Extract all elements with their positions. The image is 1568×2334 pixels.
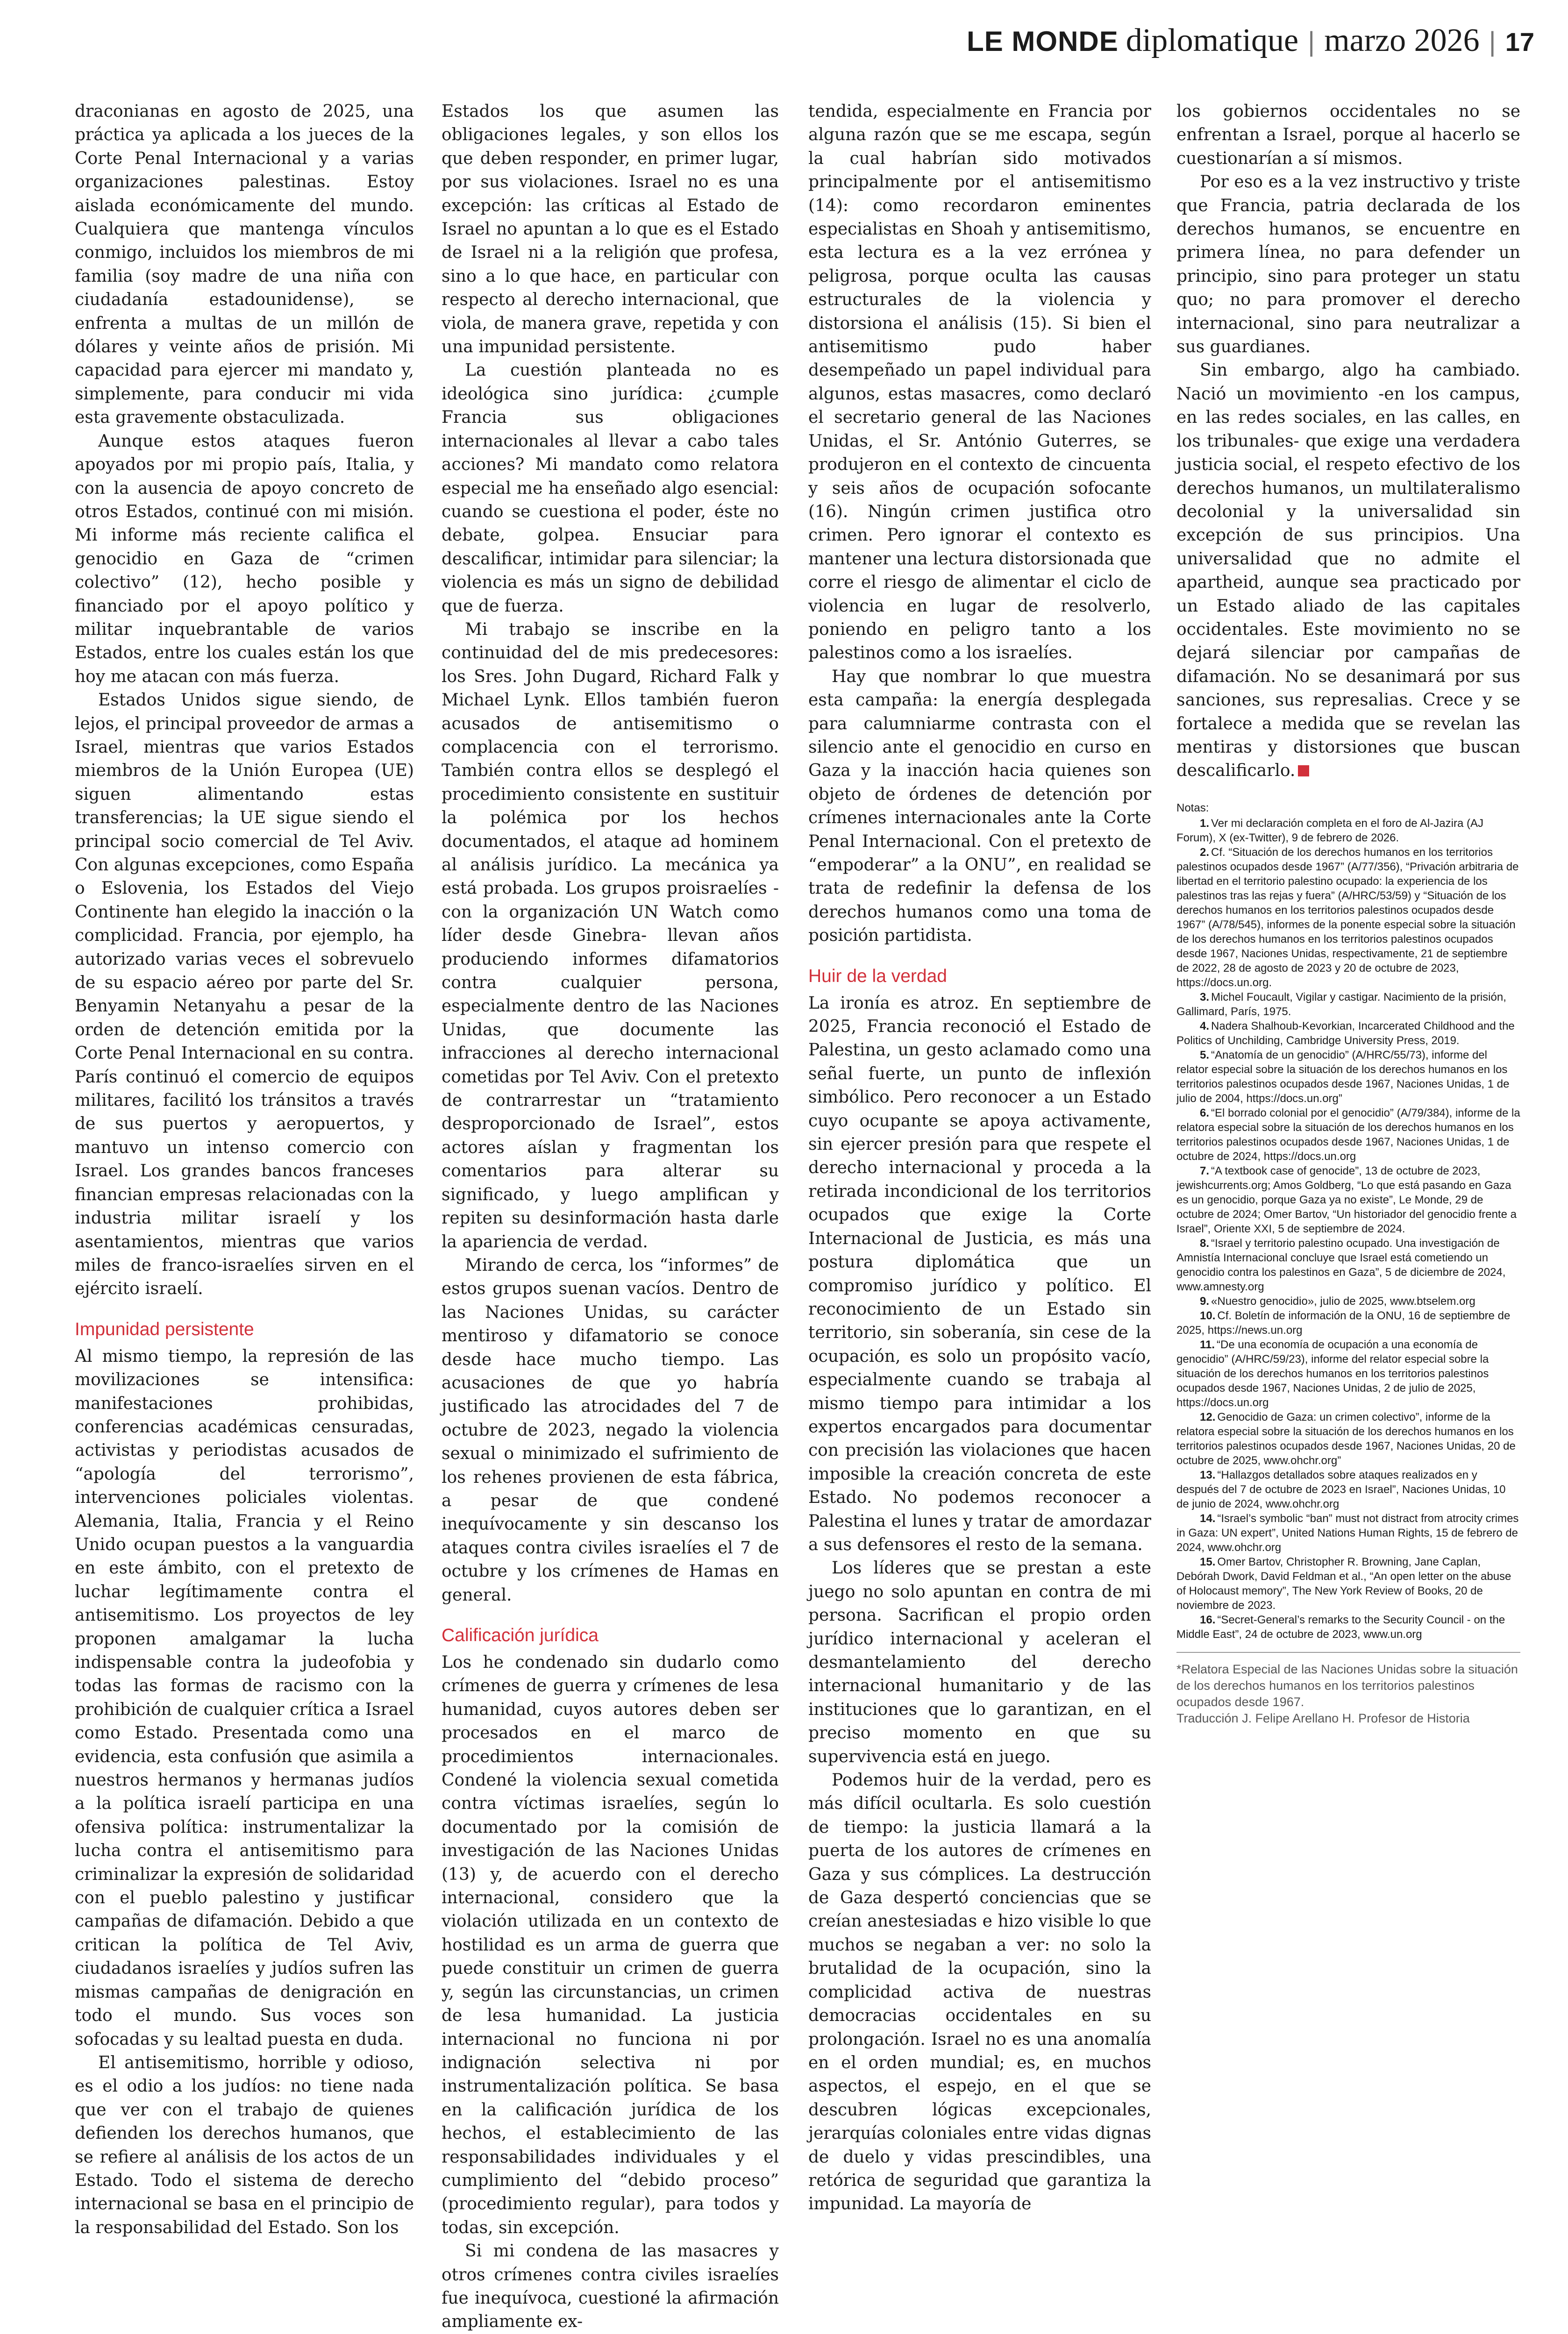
note-item [1176,1338,1520,1410]
notes-title: Notas: [1176,801,1209,814]
note-text: «Nuestro genocidio», julio de 2025, www.btselem.org [1211,1295,1475,1308]
note-number: 16. [1200,1613,1216,1626]
note-number: 11. [1200,1338,1215,1351]
note-item [1176,1236,1520,1294]
page-number: 17 [1505,27,1534,57]
note-item [1176,1410,1520,1468]
note-item [1176,1019,1520,1048]
note-text: Nadera Shalhoub-Kevorkian, Incarcerated Childhood and the Politics of Unchilding, Cambridge University Press, 2019. [1176,1019,1515,1047]
note-number: 5. [1200,1048,1210,1061]
note-text: “A textbook case of genocide”, 13 de octubre de 2023, jewishcurrents.org; Amos Goldberg, “Lo que está pasando en Gaza es un genocidio, porque Gaza ya no existe”, Le Monde, 29 de octubre de 2024; Omer Bartov, “Un historiador del genocidio frente a Israel”, Oriente XXI, 5 de septiembre de 2024. [1176,1164,1517,1235]
paragraph: Aunque estos ataques fueron apoyados por mi propio país, Italia, y con la ausencia de apoyo concreto de otros Estados, continué con mi misión. Mi informe más reciente califica el genocidio en Gaza de “crimen colectivo” (12), hecho posible y financiado por el apoyo político y militar inquebrantable de varios Estados, entre los cuales están los que hoy me atacan con más fuerza. [75,431,414,686]
note-text: Genocidio de Gaza: un crimen colectivo”, informe de la relatora especial sobre la situación de los derechos humanos en los territorios palestinos ocupados desde 1967, Naciones Unidas, 20 de octubre de 2025, www.ohchr.org” [1176,1410,1516,1467]
masthead [967,24,1534,57]
note-text: Ver mi declaración completa en el foro de Al-Jazira (AJ Forum), X (ex-Twitter), 9 de febrero de 2026. [1176,817,1483,844]
note-item [1176,845,1520,990]
note-text: “De una economía de ocupación a una economía de genocidio” (A/HRC/59/23), informe del relator especial sobre la situación de los derechos humanos en los territorios palestinos ocupados desde 1967, Naciones Unidas, 2 de julio de 2025, https://docs.un.org [1176,1338,1489,1409]
article-column-2 [442,100,779,2332]
note-item [1176,990,1520,1019]
note-number: 7. [1200,1164,1210,1177]
note-item [1176,1048,1520,1106]
note-number: 10. [1200,1309,1216,1322]
note-text: “Anatomía de un genocidio” (A/HRC/55/73), informe del relator especial sobre la situación de los derechos humanos en los territorios palestinos ocupados desde 1967, Naciones Unidas, 1 de julio de 2004, https://docs.un.org” [1176,1048,1510,1105]
note-text: “Israel’s symbolic “ban” must not distract from atrocity crimes in Gaza: UN expert”, United Nations Human Rights, 15 de febrero de 2024, www.ohchr.org [1176,1512,1519,1554]
header-separator-2: | [1489,27,1496,57]
paragraph: los gobiernos occidentales no se enfrentan a Israel, porque al hacerlo se cuestionarían a sí mismos. [1176,102,1520,168]
translation-credit: Traducción J. Felipe Arellano H. Profesor de Historia [1176,1711,1470,1725]
paragraph: Por eso es a la vez instructivo y triste que Francia, patria declarada de los derechos humanos, se encuentre en primera línea, no para defender un principio, sino para proteger un statu quo; no para promover el derecho internacional, sino para neutralizar a sus guardianes. [1176,172,1520,357]
paragraph: Si mi condena de las masacres y otros crímenes contra civiles israelíes fue inequívoca, cuestioné la afirmación ampliamente ex- [442,2241,779,2332]
publication-name: diplomatique [1126,22,1299,58]
note-text: “Israel y territorio palestino ocupado. Una investigación de Amnistía Internacional concluye que Israel está cometiendo un genocidio contra los palestinos en Gaza”, 5 de diciembre de 2024, www.amnesty.org [1176,1237,1506,1293]
note-number: 8. [1200,1237,1210,1250]
paragraph: Los he condenado sin dudarlo como crímenes de guerra y crímenes de lesa humanidad, cuyos autores deben ser procesados en el marco de procedimientos internacionales. Condené la violencia sexual cometida contra víctimas israelíes, según lo documentado por la comisión de investigación de las Naciones Unidas (13) y, de acuerdo con el derecho internacional, considero que la violación utilizada en un contexto de hostilidad es un arma de guerra que puede constituir un crimen de guerra y, según las circunstancias, un crimen de lesa humanidad. La justicia internacional no funciona ni por indignación selectiva ni por instrumentalización política. Se basa en la calificación jurídica de los hechos, el establecimiento de las responsabilidades individuales y el cumplimiento del “debido proceso” (procedimiento regular), para todos y todas, sin excepción. [442,1653,779,2237]
note-text: Cf. Boletín de información de la ONU, 16 de septiembre de 2025, https://news.un.org [1176,1309,1511,1337]
note-item [1176,816,1520,845]
paragraph: Podemos huir de la verdad, pero es más difícil ocultarla. Es solo cuestión de tiempo: la justicia llamará a la puerta de los autores de crímenes en Gaza y sus cómplices. La destrucción de Gaza despertó conciencias que se creían anestesiadas e hizo visible lo que muchos se negaban a ver: no solo la brutalidad de la ocupación, sino la complicidad activa de nuestras democracias occidentales en su prolongación. Israel no es una anomalía en el orden mundial; es, en muchos aspectos, el espejo, en el que se descubren lógicas excepcionales, jerarquías coloniales entre vidas dignas de duelo y vidas prescindibles, una retórica de seguridad que garantiza la impunidad. La mayoría de [808,1771,1151,2214]
note-number: 14. [1200,1512,1216,1525]
notes-list [1176,816,1520,1642]
paragraph: draconianas en agosto de 2025, una práctica ya aplicada a los jueces de la Corte Penal Internacional y a varias organizaciones palestinas. Estoy aislada económicamente del mundo. Cualquiera que mantenga vínculos conmigo, incluidos los miembros de mi familia (soy madre de una niña con ciudadanía estadounidense), se enfrenta a multas de un millón de dólares y veinte años de prisión. Mi capacidad para ejercer mi mandato y, simplemente, para conducir mi vida esta gravemente obstaculizada. [75,102,414,427]
note-text: Omer Bartov, Christopher R. Browning, Jane Caplan, Debórah Dwork, David Feldman et al., “An open letter on the abuse of Holocaust memory”, The New York Review of Books, 20 de noviembre de 2023. [1176,1555,1511,1612]
publication-brand: LE MONDE [967,26,1119,57]
paragraph: Al mismo tiempo, la represión de las movilizaciones se intensifica: manifestaciones prohibidas, conferencias académicas censuradas, activistas y periodistas acusados de “apología del terrorismo”, intervenciones policiales violentas. Alemania, Italia, Francia y el Reino Unido ocupan puestos a la vanguardia en este ámbito, con el pretexto de luchar legítimamente contra el antisemitismo. Los proyectos de ley proponen amalgamar la lucha indispensable contra la judeofobia y todas las formas de racismo con la prohibición de cualquier crítica a Israel como Estado. Presentada como una evidencia, esta confusión que asimila a nuestros hermanos y hermanas judíos a la política israelí participa en una ofensiva política: instrumentalizar la lucha contra el antisemitismo para criminalizar la expresión de solidaridad con el pueblo palestino y justificar campañas de difamación. Debido a que critican la política de Tel Aviv, ciudadanos israelíes y judíos sufren las mismas campañas de denigración en todo el mundo. Sus voces son sofocadas y su lealtad puesta en duda. [75,1346,414,2049]
section-heading-calificacion: Calificación jurídica [442,1625,599,1645]
note-item [1176,1294,1520,1309]
header-separator: | [1308,27,1315,57]
note-text: Michel Foucault, Vigilar y castigar. Nacimiento de la prisión, Gallimard, París, 1975. [1176,990,1506,1018]
note-item [1176,1555,1520,1613]
paragraph: Estados Unidos sigue siendo, de lejos, el principal proveedor de armas a Israel, mientras que varios Estados miembros de la Unión Europea (UE) siguen alimentando estas transferencias; la UE sigue siendo el principal socio comercial de Tel Aviv. Con algunas excepciones, como España o Eslovenia, los Estados del Viejo Continente han elegido la inacción o la complicidad. Francia, por ejemplo, ha autorizado varias veces el sobrevuelo de su espacio aéreo por parte del Sr. Benyamin Netanyahu a pesar de la orden de detención emitida por la Corte Penal Internacional en su contra. París continuó el comercio de equipos militares, facilitó los tránsitos a través de sus puertos y aeropuertos, y mantuvo un intenso comercio con Israel. Los grandes bancos franceses financian empresas relacionadas con la industria militar israelí y los asentamientos, mientras que varios miles de franco-israelíes sirven en el ejército israelí. [75,690,414,1299]
final-text: Sin embargo, algo ha cambiado. Nació un movimiento -en los campus, en las redes sociales, en las calles, en los tribunales- que exige una verdadera justicia social, el respeto efectivo de los derechos humanos, un multilateralismo decolonial y la universalidad sin excepción de sus principios. Una universalidad que no admite el apartheid, aunque sea practicado por un Estado aliado de las capitales occidentales. Este movimiento no se dejará silenciar por campañas de difamación. No se desanimará por sus sanciones, sus represalias. Crece y se fortalece a medida que se revelan las mentiras y distorsiones que buscan descalificarlo. [1176,361,1520,781]
note-number: 4. [1200,1019,1210,1032]
section-heading-impunidad: Impunidad persistente [75,1319,254,1339]
section-heading-huir: Huir de la verdad [808,966,947,986]
author-credit: *Relatora Especial de las Naciones Unidas sobre la situación de los derechos humanos en los territorios palestinos ocupados desde 1967. [1176,1662,1518,1709]
note-text: “El borrado colonial por el genocidio” (A/79/384), informe de la relatora especial sobre la situación de los derechos humanos en los territorios palestinos ocupados desde 1967, Naciones Unidas, 1 de octubre de 2024, https://docs.un.org [1176,1106,1520,1163]
issue-date: marzo 2026 [1324,22,1480,58]
note-item [1176,1164,1520,1236]
note-number: 3. [1200,990,1210,1003]
note-text: “Hallazgos detallados sobre ataques realizados en y después del 7 de octubre de 2023 en Israel”, Naciones Unidas, 10 de junio de 2024, www.ohchr.org [1176,1468,1506,1510]
note-number: 13. [1200,1468,1216,1481]
note-number: 1. [1200,817,1210,830]
note-number: 12. [1200,1410,1216,1423]
article-column-3 [808,100,1151,2214]
note-item [1176,1613,1520,1642]
paragraph: Estados los que asumen las obligaciones legales, y son ellos los que deben responder, en primer lugar, por sus violaciones. Israel no es una excepción: las críticas al Estado de Israel no apuntan a lo que es el Estado de Israel ni a la religión que profesa, sino a lo que hace, en particular con respecto al derecho internacional, que viola, de manera grave, repetida y con una impunidad persistente. [442,102,779,357]
note-item [1176,1309,1520,1338]
paragraph: Los líderes que se prestan a este juego no solo apuntan en contra de mi persona. Sacrifican el propio orden jurídico internacional y aceleran el desmantelamiento del derecho internacional humanitario y de las instituciones que lo garantizan, en el preciso momento en que su supervivencia está en juego. [808,1558,1151,1766]
note-text: “Secret-General’s remarks to the Security Council - on the Middle East”, 24 de octubre de 2023, www.un.org [1176,1613,1505,1641]
paragraph: La ironía es atroz. En septiembre de 2025, Francia reconoció el Estado de Palestina, un gesto aclamado como una señal fuerte, un punto de inflexión simbólico. Pero reconocer a un Estado cuyo ocupante se apoya activamente, sin ejercer presión para que respete el derecho internacional y proceda a la retirada incondicional de los territorios ocupados que exige la Corte Internacional de Justicia, es más una postura diplomática que un compromiso jurídico y político. El reconocimiento de un Estado sin territorio, sin soberanía, sin cese de la ocupación, es solo un propósito vacío, especialmente cuando se trabaja al mismo tiempo para intimidar a los expertos encargados para documentar con precisión las violaciones que hacen imposible la creación concreta de este Estado. No podemos reconocer a Palestina el lunes y tratar de amordazar a sus defensores el resto de la semana. [808,993,1151,1554]
paragraph-final [1176,359,1520,783]
paragraph: Mirando de cerca, los “informes” de estos grupos suenan vacíos. Dentro de las Naciones Unidas, su carácter mentiroso y difamatorio se conoce desde hace mucho tiempo. Las acusaciones de que yo habría justificado las atrocidades del 7 de octubre de 2023, negado la violencia sexual o minimizado el sufrimiento de los rehenes provienen de esta fábrica, a pesar de que condené inequívocamente y sin descanso los ataques contra civiles israelíes el 7 de octubre y los crímenes de Hamas en general. [442,1255,779,1605]
paragraph: tendida, especialmente en Francia por alguna razón que se me escapa, según la cual habrían sido motivados principalmente por el antisemitismo (14): como recordaron eminentes especialistas en Shoah y antisemitismo, esta lectura es a la vez errónea y peligrosa, porque oculta las causas estructurales de la violencia y distorsiona el análisis (15). Si bien el antisemitismo pudo haber desempeñado un papel individual para algunos, estas masacres, como declaró el secretario general de las Naciones Unidas, el Sr. António Guterres, se produjeron en el contexto de cincuenta y seis años de ocupación sofocante (16). Ningún crimen justifica otro crimen. Pero ignorar el contexto es mantener una lectura distorsionada que corre el riesgo de alimentar el ciclo de violencia en lugar de resolverlo, poniendo en peligro tanto a los palestinos como a los israelíes. [808,102,1151,663]
end-of-article-mark [1298,765,1309,776]
note-number: 9. [1200,1295,1210,1308]
note-number: 15. [1200,1555,1216,1568]
article-column-4 [1176,100,1520,1964]
note-number: 2. [1200,846,1210,859]
credits-divider [1176,1652,1520,1653]
paragraph: Hay que nombrar lo que muestra esta campaña: la energía desplegada para calumniarme contrasta con el silencio ante el genocidio en curso en Gaza y la inacción hacia quienes son objeto de órdenes de detención por crímenes internacionales ante la Corte Penal Internacional. Con el pretexto de “empoderar” a la ONU”, en realidad se trata de redefinir la defensa de los derechos humanos como una toma de posición partidista. [808,667,1151,946]
note-item [1176,1468,1520,1511]
paragraph: Mi trabajo se inscribe en la continuidad del de mis predecesores: los Sres. John Dugard, Richard Falk y Michael Lynk. Ellos también fueron acusados de antisemitismo o complacencia con el terrorismo. También contra ellos se desplegó el procedimiento consistente en sustituir la polémica por los hechos documentados, el ataque ad hominem al análisis jurídico. La mecánica ya está probada. Los grupos proisraelíes -con la organización UN Watch como líder desde Ginebra- llevan años produciendo informes difamatorios contra cualquier persona, especialmente dentro de las Naciones Unidas, que documente las infracciones al derecho internacional cometidas por Tel Aviv. Con el pretexto de contrarrestar un “tratamiento desproporcionado de Israel”, estos actores aíslan y fragmentan los comentarios para alterar su significado, y luego amplifican y repiten su desinformación hasta darle la apariencia de verdad. [442,619,779,1252]
note-text: Cf. “Situación de los derechos humanos en los territorios palestinos ocupados desde 1967” (A/77/356), “Privación arbitraria de libertad en el territorio palestino ocupado: la experiencia de los palestinos tras las rejas y fuera” (A/HRC/53/59) y “Situación de los derechos humanos en los territorios palestinos ocupados desde 1967” (A/78/545), informes de la ponente especial sobre la situación de los derechos humanos en los territorios palestinos ocupados desde 1967, Naciones Unidas, respectivamente, 21 de septiembre de 2022, 28 de agosto de 2023 y 20 de octubre de 2023, https://docs.un.org. [1176,846,1519,989]
note-item [1176,1511,1520,1555]
paragraph: La cuestión planteada no es ideológica sino jurídica: ¿cumple Francia sus obligaciones internacionales al llevar a cabo tales acciones? Mi mandato como relatora especial me ha enseñado algo esencial: cuando se cuestiona el poder, éste no debate, golpea. Ensuciar para descalificar, intimidar para silenciar; la violencia es más un signo de debilidad que de fuerza. [442,361,779,616]
notes-section [1176,801,1520,1642]
paragraph: El antisemitismo, horrible y odioso, es el odio a los judíos: no tiene nada que ver con el trabajo de quienes defienden los derechos humanos, que se refiere al análisis de los actos de un Estado. Todo el sistema de derecho internacional se basa en el principio de la responsabilidad del Estado. Son los [75,2053,414,2237]
article-column-1 [75,100,414,2237]
note-item [1176,1106,1520,1164]
note-number: 6. [1200,1106,1210,1119]
